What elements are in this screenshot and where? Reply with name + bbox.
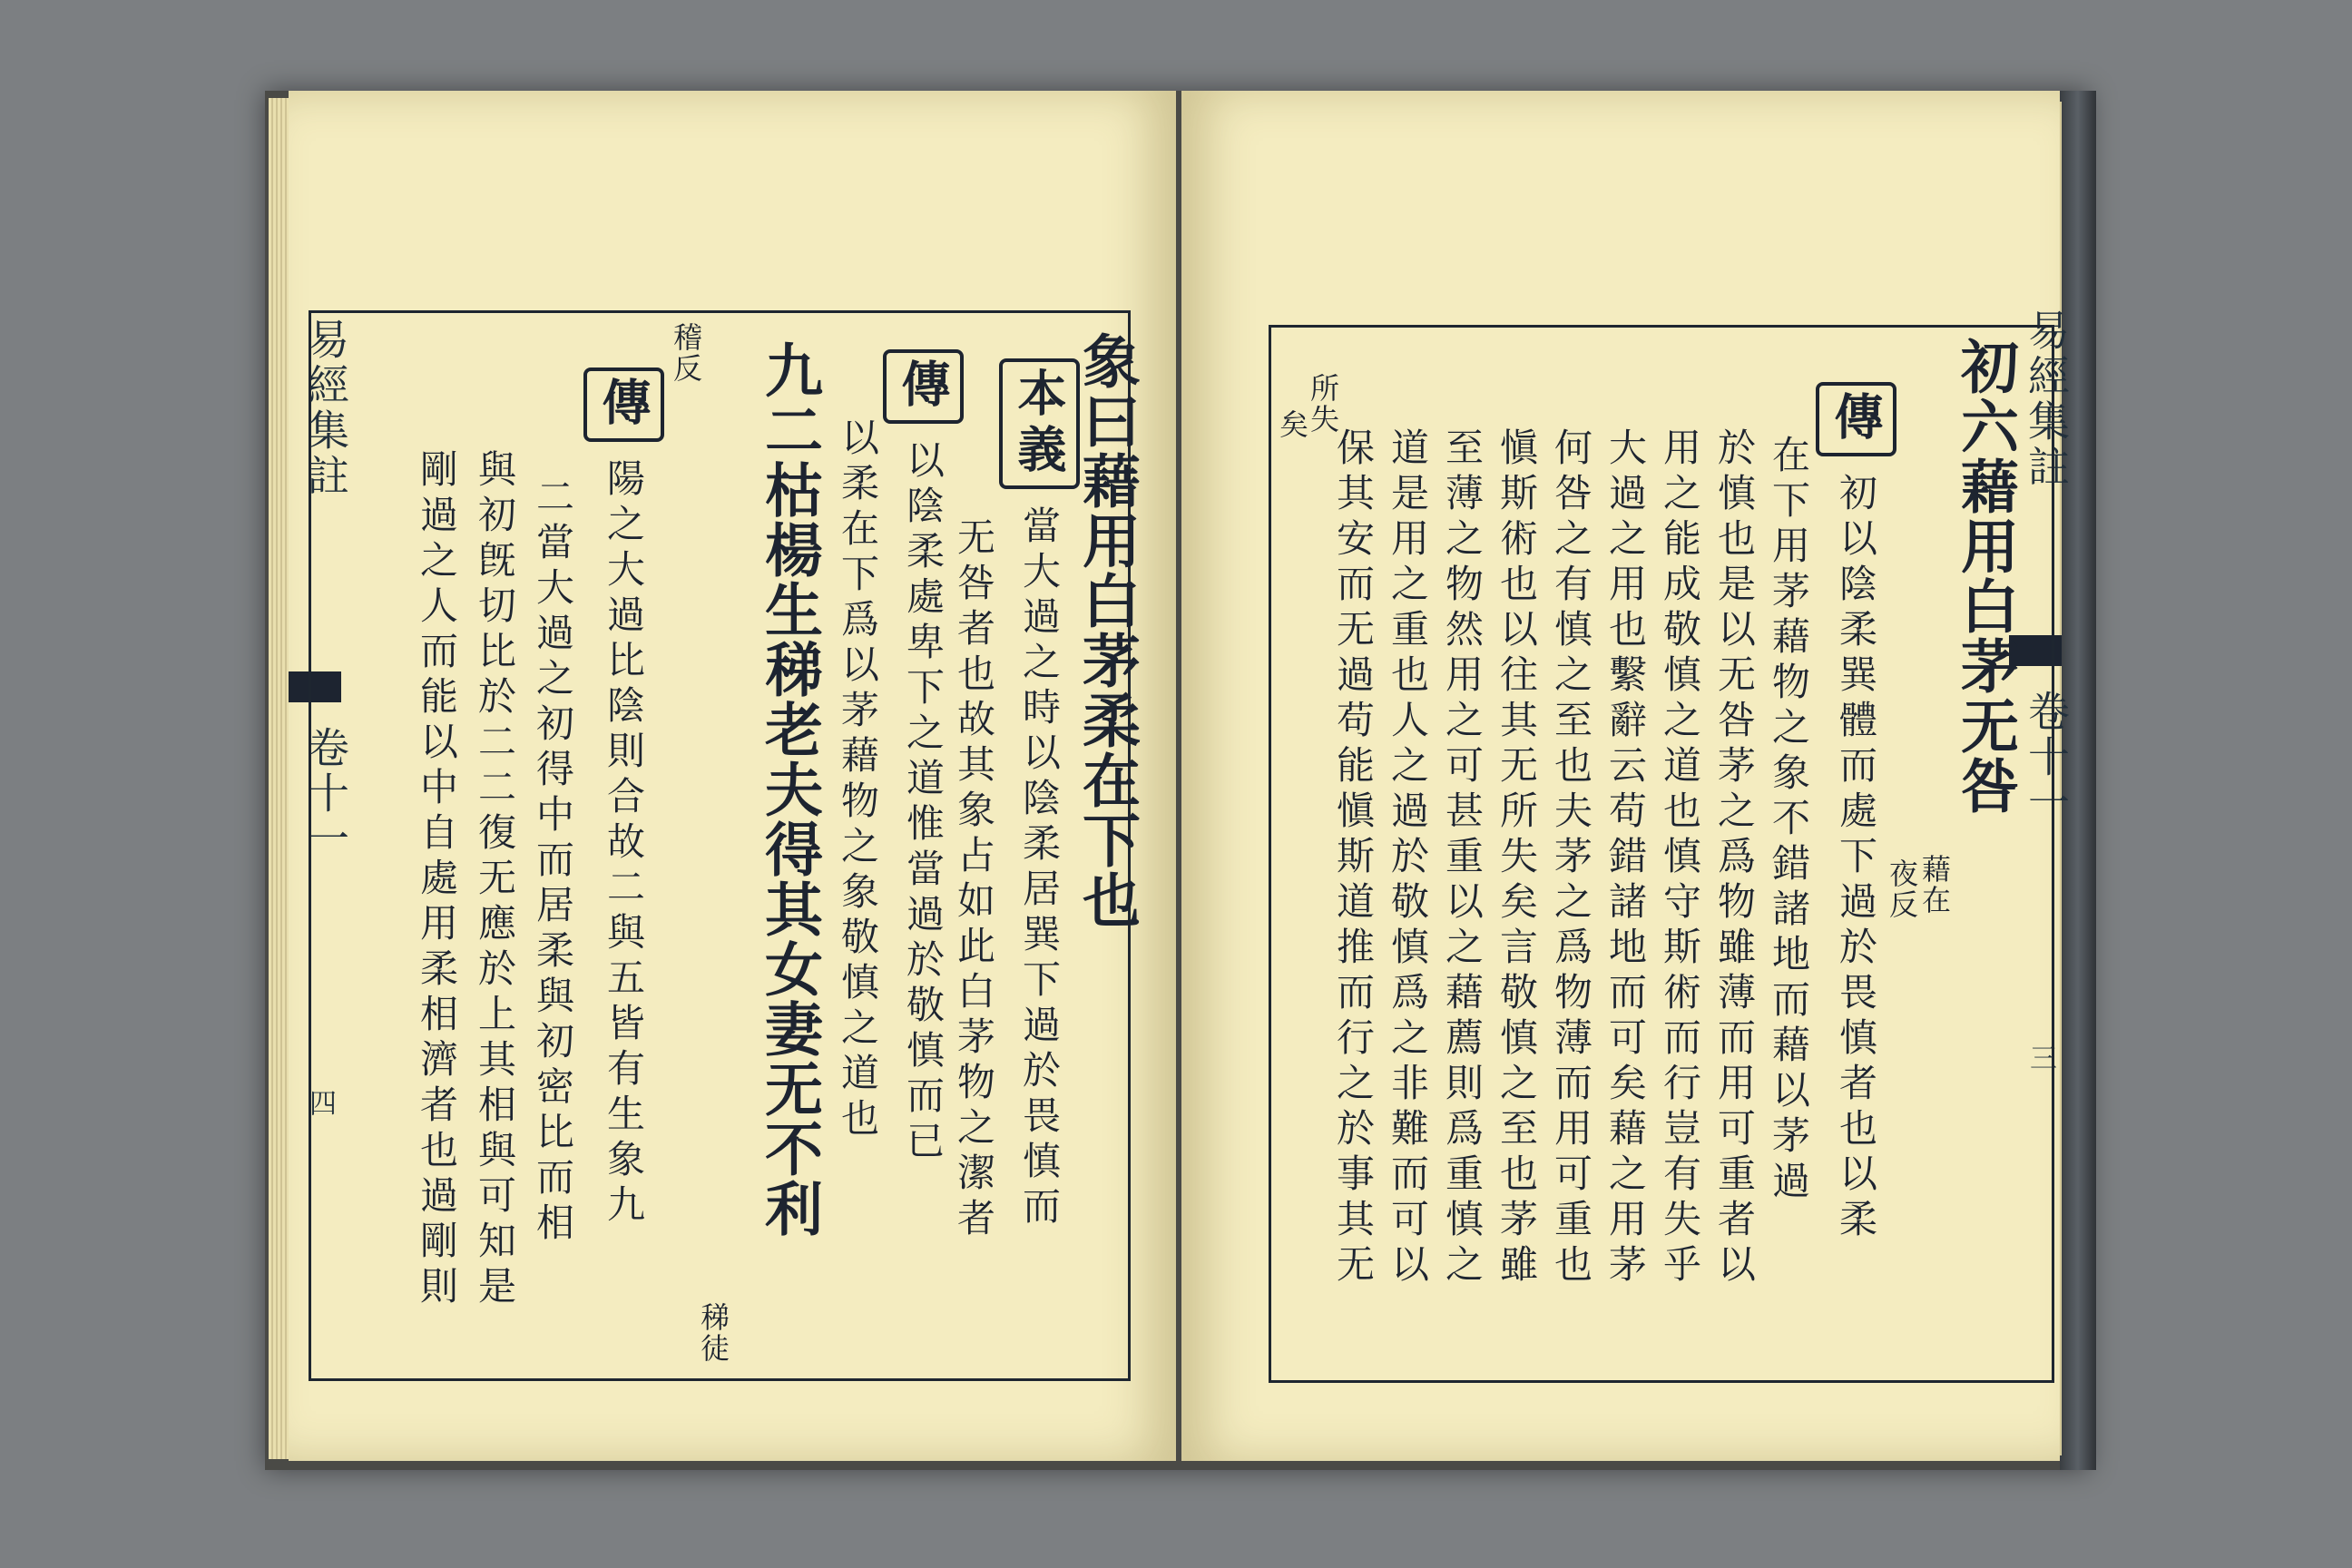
benyi-badge: 本義 — [999, 358, 1080, 489]
text-column: 傳以陰柔處卑下之道惟當過於敬慎而已 — [883, 349, 964, 1166]
text-column: 二當大過之初得中而居柔與初密比而相 — [531, 476, 575, 1248]
text-column: 本義當大過之時以陰柔居巽下過於畏慎而 — [999, 358, 1080, 1231]
annotation-column: 藉在 — [1917, 854, 1952, 916]
text-column: 傳初以陰柔巽體而處下過於畏慎者也以柔 — [1816, 382, 1896, 1244]
text-column: 象曰藉用白茅柔在下也 — [1073, 331, 1141, 930]
text-column: 剛過之人而能以中自處用柔相濟者也過剛則 — [415, 449, 459, 1311]
right-margin-volume: 卷十一 — [2022, 690, 2071, 826]
text-column: 道是用之重也人之過於敬慎爲之非難而可以 — [1386, 427, 1430, 1289]
left-margin-title: 易經集註 — [301, 318, 350, 499]
right-text-frame — [1269, 325, 2054, 1383]
annotation-column: 稊徒 — [696, 1302, 730, 1364]
page-edges-left — [269, 98, 290, 1459]
annotation-column: 夜反 — [1885, 858, 1919, 920]
text-column: 无咎者也故其象占如此白茅物之潔者 — [952, 517, 996, 1243]
zhuan-badge: 傳 — [583, 368, 664, 442]
left-text-frame — [309, 310, 1141, 1381]
text-column: 至薄之物然用之可甚重以之藉薦則爲重慎之 — [1440, 427, 1485, 1289]
text-column: 愼斯術也以往其无所失矣言敬慎之至也茅雖 — [1494, 427, 1539, 1289]
text-column: 初六藉用白茅无咎 — [1951, 337, 2019, 816]
annotation-column: 矣 — [1275, 409, 1309, 440]
left-page-number: 四 — [304, 1089, 336, 1116]
zhuan-badge: 傳 — [883, 349, 964, 424]
text-column: 大過之用也繫辭云苟錯諸地而可矣藉之用茅 — [1603, 427, 1648, 1289]
right-margin-title: 易經集註 — [2022, 309, 2071, 490]
text-column: 在下用茅藉物之象不錯諸地而藉以茅過 — [1767, 435, 1811, 1206]
text-column: 何咎之有慎之至也夫茅之爲物薄而用可重也 — [1549, 427, 1593, 1289]
text-column: 保其安而无過苟能愼斯道推而行之於事其无 — [1331, 427, 1376, 1289]
text-column: 用之能成敬慎之道也慎守斯術而行豈有失乎 — [1658, 427, 1702, 1289]
text-column: 與初旣切比於二二復无應於上其相與可知是 — [473, 449, 517, 1311]
text-column: 於慎也是以无咎茅之爲物雖薄而用可重者以 — [1712, 427, 1757, 1289]
text-column: 傳陽之大過比陰則合故二與五皆有生象九 — [583, 368, 664, 1230]
annotation-column: 稽反 — [669, 322, 703, 384]
text-column: 九二枯楊生稊老夫得其女妻无不利 — [755, 340, 823, 1239]
left-margin-volume: 卷十一 — [301, 726, 350, 862]
zhuan-badge: 傳 — [1816, 382, 1896, 456]
annotation-column: 所失 — [1306, 373, 1340, 435]
text-column: 以柔在下爲以茅藉物之象敬慎之道也 — [836, 417, 880, 1143]
right-page-number: 三 — [2024, 1044, 2056, 1071]
